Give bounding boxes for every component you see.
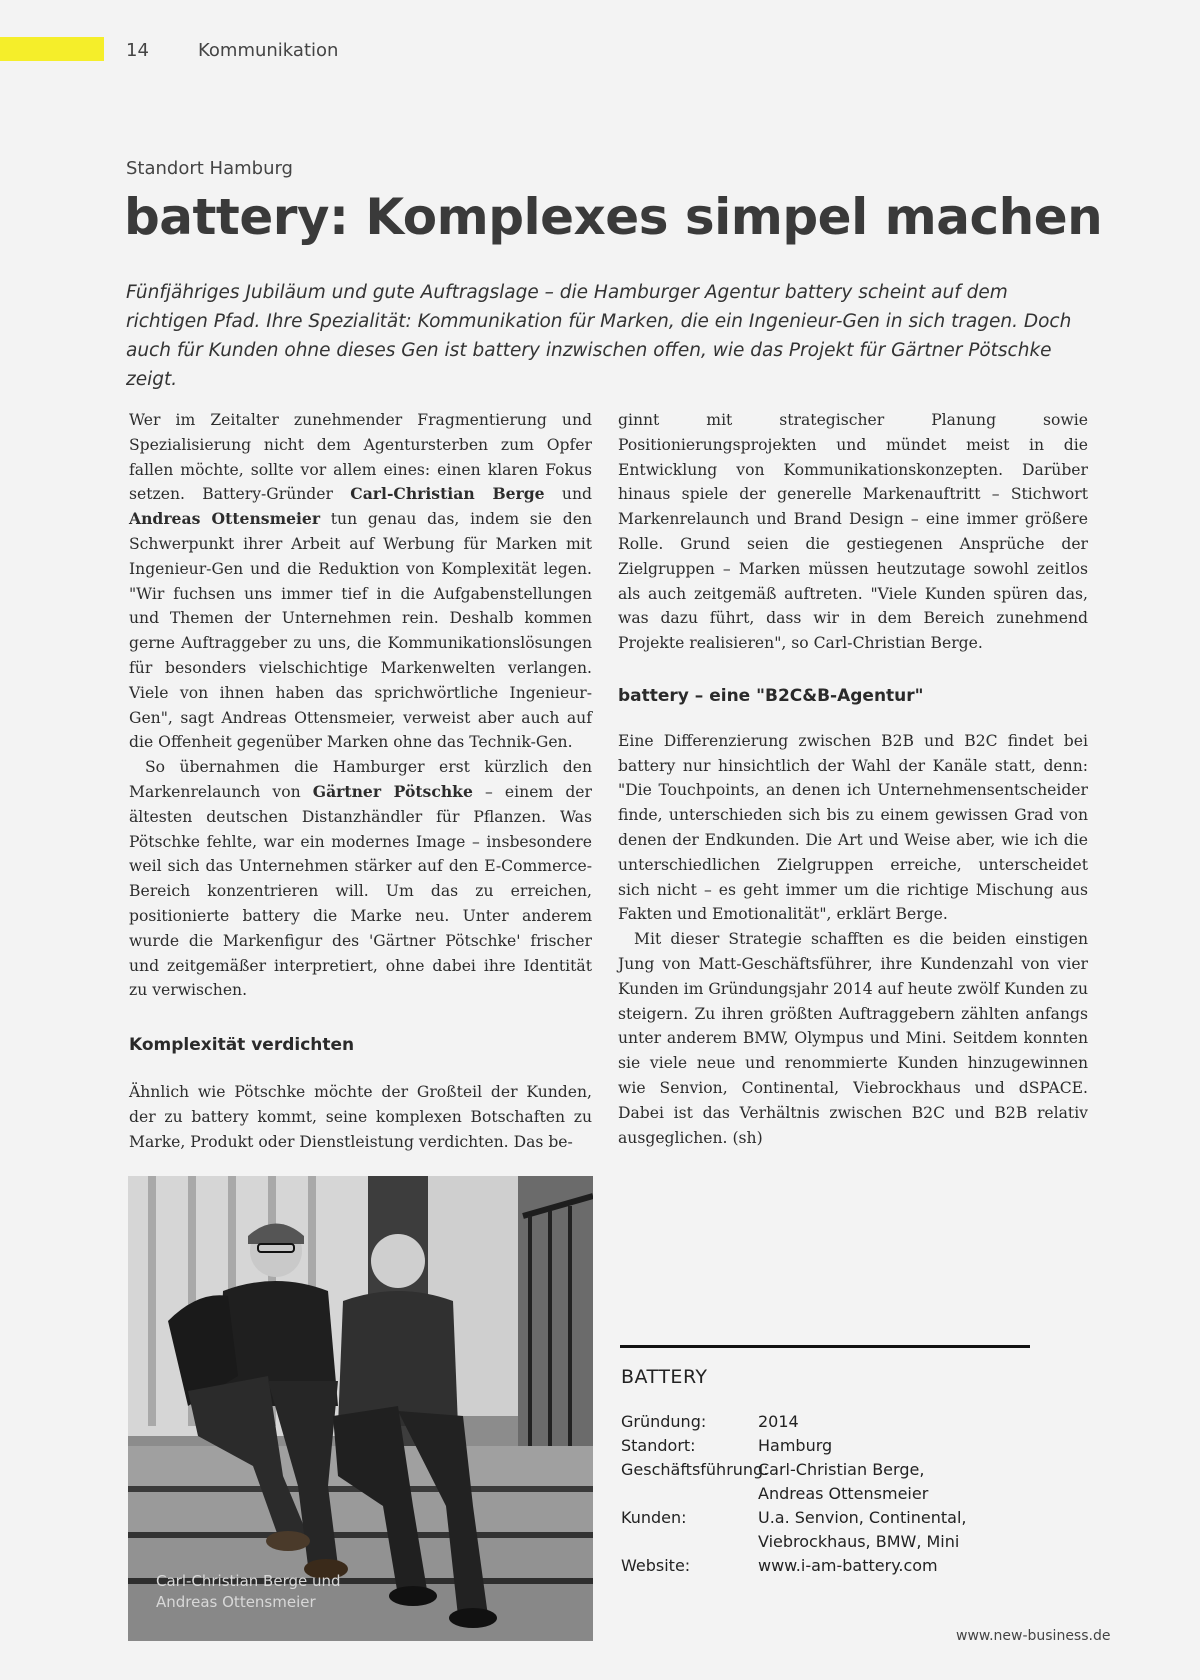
paragraph-1 xyxy=(129,408,592,755)
paragraph-3-part-left: Ähnlich wie Pötschke möchte der Großteil der Kunden, der zu battery kommt, seine komplexen Botschaften zu Marke, Produkt oder Dienstleistung verdichten. Das be- xyxy=(129,1082,592,1151)
name-berge: Carl-Christian Berge xyxy=(350,484,545,504)
text-column-left xyxy=(129,408,592,1154)
paragraph-5: Mit dieser Strategie schafften es die beiden einstigen Jung von Matt-Geschäftsführer, ihre Kundenzahl von vier Kunden im Gründungsjahr 2014 auf heute zwölf Kunden zu steigern. Zu ihren größten Auftraggebern zählten anfangs unter anderem BMW, Olympus und Mini. Seitdem konnten sie viele neue und renommierte Kunden hinzugewinnen wie Senvion, Continental, Viebrockhaus und dSPACE. Dabei ist das Verhältnis zwischen B2C und B2B relativ ausgeglichen. (sh) xyxy=(618,930,1088,1147)
p1-text-a: Wer im Zeitalter zunehmender Fragmentierung und Spezialisierung nicht dem Agentursterben zum Opfer fallen möchte, sollte vor allem eines: einen klaren Fokus setzen. Battery-Gründer xyxy=(129,411,592,504)
factbox-rule xyxy=(620,1345,1030,1348)
fact-label: Website: xyxy=(621,1556,691,1575)
fact-row xyxy=(621,1434,978,1458)
subhead-komplexitaet: Komplexität verdichten xyxy=(129,1035,355,1056)
caption-line-2: Andreas Ottensmeier xyxy=(156,1593,316,1611)
p1-text-b: tun genau das, indem sie den Schwerpunkt ihrer Arbeit auf Werbung für Marken mit Ingenieur-Gen und die Reduktion von Komplexität legen. "Wir fuchsen uns immer tief in die Aufgabenstellungen und Themen der Unternehmen rein. Deshalb kommen gerne Auftraggeber zu uns, die Kommunikationslösungen für besonders vielschichtige Markenwelten verlangen. Viele von ihnen haben das sprichwörtliche Ingenieur-Gen", sagt Andreas Ottensmeier, verweist aber auch auf die Offenheit gegenüber Marken ohne das Technik-Gen. xyxy=(129,510,592,752)
fact-row xyxy=(621,1554,978,1578)
fact-value: www.i-am-battery.com xyxy=(758,1556,938,1575)
fact-row xyxy=(621,1410,978,1434)
article-title: battery: Komplexes simpel machen xyxy=(124,188,1103,246)
subhead-b2cb-agentur: battery – eine "B2C&B-Agentur" xyxy=(618,685,924,706)
fact-row xyxy=(621,1458,978,1506)
fact-value: Hamburg xyxy=(758,1436,833,1455)
p2-text-b: – einem der ältesten deutschen Distanzhändler für Pflanzen. Was Pötschke fehlte, war ein modernes Image – insbesondere weil sich das Unternehmen stärker auf den E-Commerce-Bereich konzentrieren will. Um das zu erreichen, positionierte battery die Marke neu. Unter anderem wurde die Markenfigur des 'Gärtner Pötschke' frischer und zeitgemäßer interpretiert, ohne dabei ihre Identität zu verwischen. xyxy=(129,782,592,1000)
p2-text-a: So übernahmen die Hamburger erst kürzlich den Markenrelaunch von xyxy=(129,758,592,801)
p1-text-and: und xyxy=(544,485,592,504)
paragraph-3-part-right: ginnt mit strategischer Planung sowie Positionierungsprojekten und mündet meist in die Entwicklung von Kommunikationskonzepten. Darüber hinaus spiele der generelle Markenauftritt – Stichwort Markenrelaunch und Brand Design – eine immer größere Rolle. Grund seien die gestiegenen Ansprüche der Zielgruppen – Marken müssen heutzutage sowohl zeitlos als auch zeitgemäß auftreten. "Viele Kunden spüren das, was dazu führt, dass wir in dem Bereich zunehmend Projekte realisieren", so Carl-Christian Berge. xyxy=(618,411,1088,653)
article-kicker: Standort Hamburg xyxy=(126,158,293,179)
fact-value: U.a. Senvion, Continental, Viebrockhaus, BMW, Mini xyxy=(758,1508,967,1551)
yellow-tab-marker xyxy=(0,37,104,61)
page-number: 14 xyxy=(126,40,149,61)
name-ottensmeier: Andreas Ottensmeier xyxy=(129,509,321,529)
fact-value: Carl-Christian Berge, Andreas Ottensmeier xyxy=(758,1460,929,1503)
fact-label: Geschäftsführung: xyxy=(621,1460,769,1479)
fact-label: Standort: xyxy=(621,1436,696,1455)
fact-value: 2014 xyxy=(758,1412,799,1431)
paragraph-4: Eine Differenzierung zwischen B2B und B2C findet bei battery nur hinsichtlich der Wahl der Kanäle statt, denn: "Die Touchpoints, an denen ich Unternehmensentscheider finde, unterschieden sich bis zu einem gewissen Grad von denen der Endkunden. Die Art und Weise aber, wie ich die unterschiedlichen Zielgruppen erreiche, unterscheidet sich nicht – es geht immer um die richtige Mischung aus Fakten und Emotionalität", erklärt Berge. xyxy=(618,731,1088,924)
section-title: Kommunikation xyxy=(198,40,339,61)
factbox-table xyxy=(621,1410,978,1578)
footer-website: www.new-business.de xyxy=(956,1628,1111,1644)
article-lead: Fünfjähriges Jubiläum und gute Auftragslage – die Hamburger Agentur battery scheint auf dem richtigen Pfad. Ihre Spezialität: Kommunikation für Marken, die ein Ingenieur-Gen in sich tragen. Doch auch für Kunden ohne dieses Gen ist battery inzwischen offen, wie das Projekt für Gärtner Pötschke zeigt. xyxy=(126,282,1072,390)
fact-label: Kunden: xyxy=(621,1508,687,1527)
text-column-right xyxy=(618,408,1088,1150)
name-poetschke: Gärtner Pötschke xyxy=(312,781,473,801)
factbox-title: BATTERY xyxy=(621,1366,708,1388)
fact-label: Gründung: xyxy=(621,1412,707,1431)
fact-row xyxy=(621,1506,978,1554)
photo-caption xyxy=(156,1571,376,1613)
paragraph-2 xyxy=(129,755,592,1003)
caption-line-1: Carl-Christian Berge und xyxy=(156,1572,341,1590)
founders-photo xyxy=(128,1176,593,1641)
